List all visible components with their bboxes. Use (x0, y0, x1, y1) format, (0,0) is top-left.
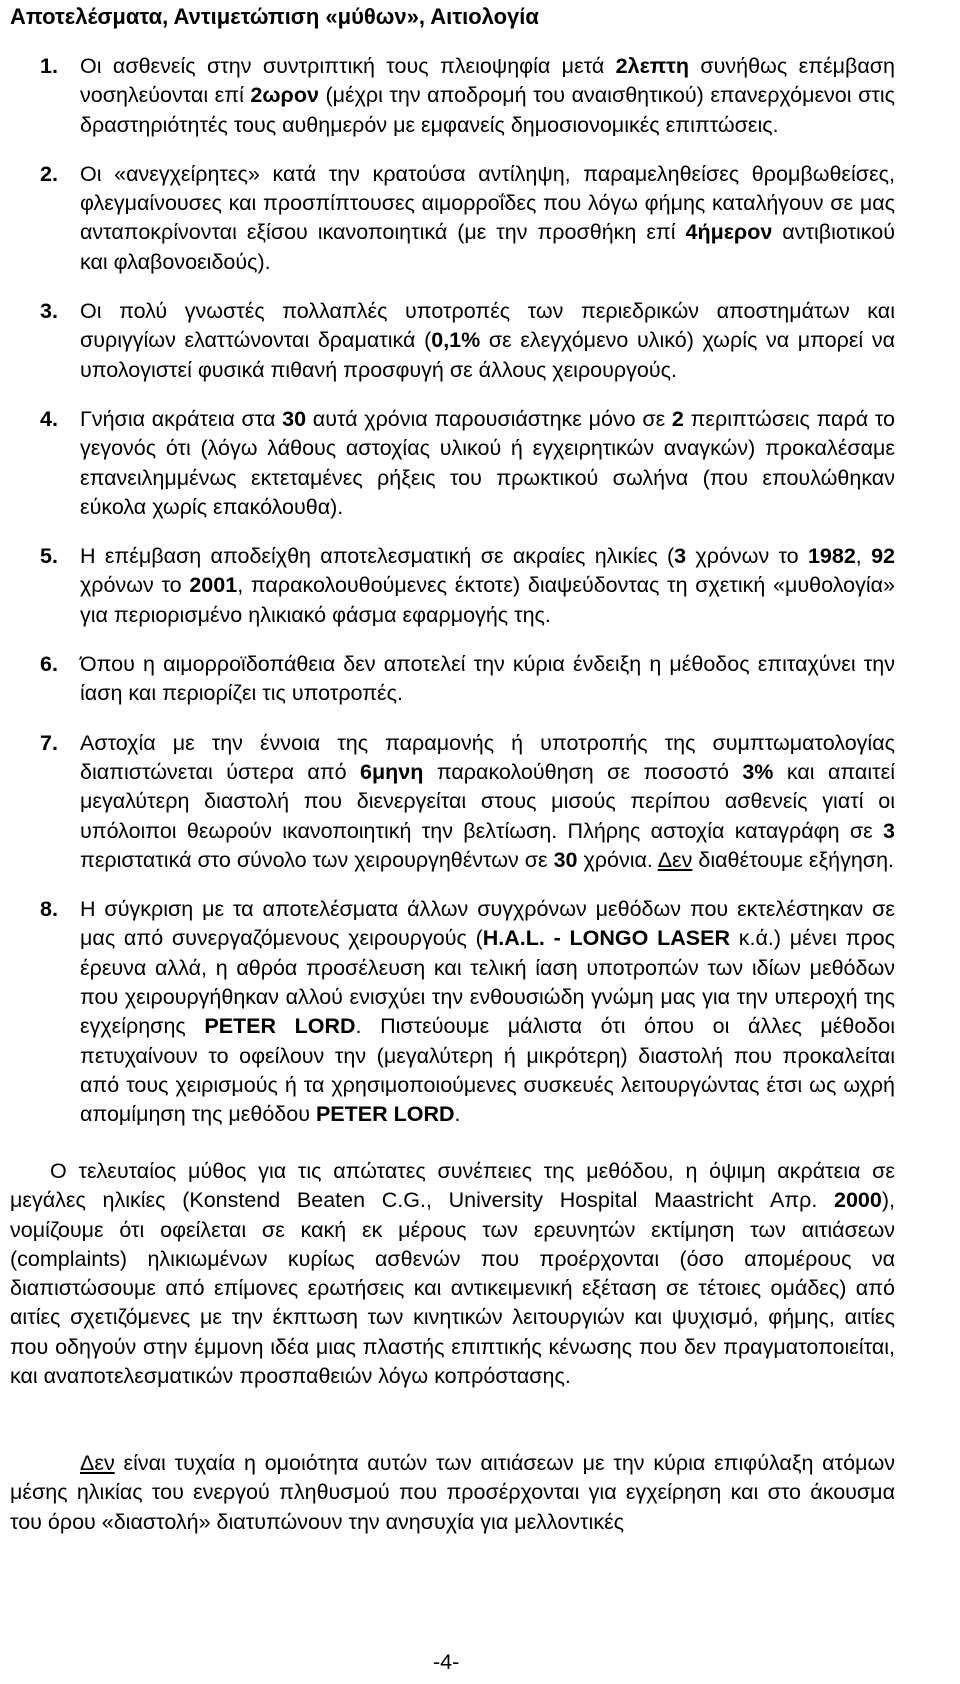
emphasis-text: 0,1% (431, 328, 481, 353)
body-text: Οι πολύ γνωστές πολλαπλές υποτροπές των περιεδρικών αποστημάτων και συριγγίων ελαττώνονται δραματικά ( (80, 299, 895, 353)
body-text: , (855, 544, 872, 569)
body-text: είναι τυχαία η ομοιότητα αυτών των αιτιάσεων με την κύρια επιφύλαξη ατόμων μέσης ηλικίας του ενεργού πληθυσμού που προσέρχονται για εγχείρηση και στο άκουσμα του όρου «διαστολή» διατυπώνουν την ανησυχία για μελλοντικές (10, 1451, 895, 1534)
emphasis-text: 2λεπτη (615, 54, 689, 78)
body-text: αντιβιοτικού και φλαβονοειδούς). (80, 220, 895, 274)
result-item (10, 405, 895, 522)
closing-paragraph-2 (10, 1449, 895, 1537)
body-text: χρόνων το (686, 544, 808, 569)
item-number: 4. (40, 406, 58, 431)
item-number: 5. (40, 544, 58, 569)
body-text: χρόνων το (80, 573, 190, 598)
result-item (10, 160, 895, 277)
emphasis-text: H.A.L. - LONGO LASER (482, 926, 730, 951)
body-text: . Πιστεύουμε μάλιστα ότι όπου οι άλλες μέθοδοι πετυχαίνουν το οφείλουν την (μεγαλύτερη ή μικρότερη) διαστολή που προκαλείται από τους χειρισμούς ή τα χρησιμοποιούμενες συσκευές λειτουργώντας έτσι ως ωχρή απομίμηση της μεθόδου (80, 1014, 895, 1127)
body-text: κ.ά.) μένει προς έρευνα αλλά, η αθρόα προσέλευση και τελική ίαση υποτροπών των ιδίων μεθόδων που χειρουργήθηκαν αλλού ενισχύει την ενθουσιώδη γνώμη μας για την υπεροχή της εγχείρησης (80, 926, 895, 1039)
body-text: Η επέμβαση αποδείχθη αποτελεσματική σε ακραίες ηλικίες ( (80, 544, 675, 569)
body-text: Γνήσια ακράτεια στα (80, 406, 283, 431)
emphasis-text: 6μηνη (360, 759, 424, 784)
result-item (10, 895, 895, 1129)
body-text: σε ελεγχόμενο υλικό) χωρίς να μπορεί να υπολογιστεί φυσικά πιθανή προσφυγή σε άλλους χειρουργούς. (80, 328, 895, 382)
result-item (10, 52, 895, 140)
body-text: και απαιτεί μεγαλύτερη διαστολή που διενεργείται στους μισούς περίπου ασθενείς γιατί οι υπόλοιποι θεωρούν ικανοποιητική την βελτίωση. Πλήρης αστοχία καταγράφη σε (80, 759, 895, 843)
body-text: παρακολούθηση σε ποσοστό (423, 759, 743, 784)
body-text: ), νομίζουμε ότι οφείλεται σε κακή εκ μέρους των ερευνητών εκτίμηση των αιτιάσεων (complaints) ηλικιωμένων κυρίως ασθενών που προέρχονται (όσο απομέρους να διαπιστώσουμε από επίμονες ερωτήσεις και αντικειμενική εξέταση σε τέτοιες ομάδες) από αιτίες σχετιζόμενες με την έκπτωση των κινητικών λειτουργιών και ψυχισμό, φήμης, αιτίες που οδηγούν στην έμμονη ιδέα μιας πλαστής επιπτικής κένωσης που δεν πραγματοποιείται, και αναποτελεσματικών προσπαθειών λόγω κοπρόστασης. (10, 1188, 895, 1389)
body-text: αυτά χρόνια παρουσιάστηκε μόνο σε (306, 406, 672, 431)
emphasis-text: 30 (282, 406, 307, 431)
body-text: περιστατικά στο σύνολο των χειρουργηθέντων σε (80, 847, 554, 872)
emphasis-text: 2ωρον (250, 83, 319, 108)
result-item (10, 542, 895, 630)
closing-paragraph-1 (10, 1157, 895, 1391)
body-text: διαθέτουμε εξήγηση. (692, 847, 895, 872)
emphasis-text: 2001 (189, 573, 238, 598)
emphasis-text: 3% (742, 759, 774, 784)
body-text: Αστοχία με την έννοια της παραμονής ή υποτροπής της συμπτωματολογίας διαπιστώνεται ύστερα από (80, 730, 895, 784)
item-number: 7. (40, 730, 58, 755)
result-item (10, 297, 895, 385)
body-text: περιπτώσεις παρά το γεγονός ότι (λόγω λάθους αστοχίας υλικού ή εγχειρητικών αναγκών) προκαλέσαμε επανειλημμένως εκτεταμένες ρήξεις του πρωκτικού σωλήνα (που επουλώθηκαν εύκολα χωρίς επακόλουθα). (80, 406, 895, 519)
emphasis-text: 3 (883, 818, 895, 843)
body-text: . (454, 1102, 461, 1127)
body-text: Οι ασθενείς στην συντριπτική τους πλειοψηφία μετά (80, 54, 616, 78)
body-text: συνήθως επέμβαση νοσηλεύονται επί (80, 54, 895, 108)
emphasis-text: 2 (671, 406, 684, 431)
results-list (10, 52, 895, 1150)
underlined-text: Δεν (657, 847, 693, 872)
item-number: 1. (40, 54, 58, 78)
result-item (10, 729, 895, 875)
body-text: (μέχρι την αποδρομή του αναισθητικού) επανερχόμενοι στις δραστηριότητές τους αυθημερόν με εμφανείς δημοσιονομικές επιπτώσεις. (80, 83, 895, 137)
item-number: 6. (40, 652, 58, 677)
emphasis-text: 3 (674, 544, 687, 569)
item-number: 3. (40, 299, 58, 324)
item-number: 8. (40, 897, 58, 922)
emphasis-text: 1982 (807, 544, 856, 569)
emphasis-text: 2000 (834, 1188, 882, 1213)
body-text: Οι «ανεγχείρητες» κατά την κρατούσα αντίληψη, παραμεληθείσες θρομβωθείσες, φλεγμαίνουσες και προσπίπτουσες αιμορροΐδες που λόγω φήμης καταλήγουν σε μας ανταποκρίνονται εξίσου ικανοποιητικά (με την προσθήκη επί (80, 161, 895, 245)
emphasis-text: 92 (871, 544, 895, 569)
page-title: Αποτελέσματα, Αντιμετώπιση «μύθων», Αιτιολογία (10, 4, 539, 29)
body-text: χρόνια. (577, 847, 658, 872)
body-text: , παρακολουθούμενες έκτοτε) διαψεύδοντας τη σχετική «μυθολογία» για περιορισμένο ηλικιακό φάσμα εφαρμογής της. (80, 573, 895, 627)
result-item (10, 650, 895, 709)
emphasis-text: PETER LORD (315, 1102, 455, 1127)
emphasis-text: 4ήμερον (685, 220, 773, 245)
emphasis-text: 30 (553, 847, 578, 872)
page-number: -4- (433, 1650, 460, 1674)
underlined-text: Δεν (80, 1451, 115, 1475)
emphasis-text: PETER LORD (204, 1014, 356, 1039)
body-text: Όπου η αιμορροϊδοπάθεια δεν αποτελεί την κύρια ένδειξη η μέθοδος επιταχύνει την ίαση και περιορίζει τις υποτροπές. (80, 652, 895, 706)
body-text: Η σύγκριση με τα αποτελέσματα άλλων συγχρόνων μεθόδων που εκτελέστηκαν σε μας από συνεργαζόμενους χειρουργούς ( (80, 897, 895, 951)
body-text: Ο τελευταίος μύθος για τις απώτατες συνέπειες της μεθόδου, η όψιμη ακράτεια σε μεγάλες ηλικίες (Konstend Beaten C.G., University Hospital Maastricht Απρ. (10, 1159, 895, 1213)
item-number: 2. (40, 161, 58, 186)
